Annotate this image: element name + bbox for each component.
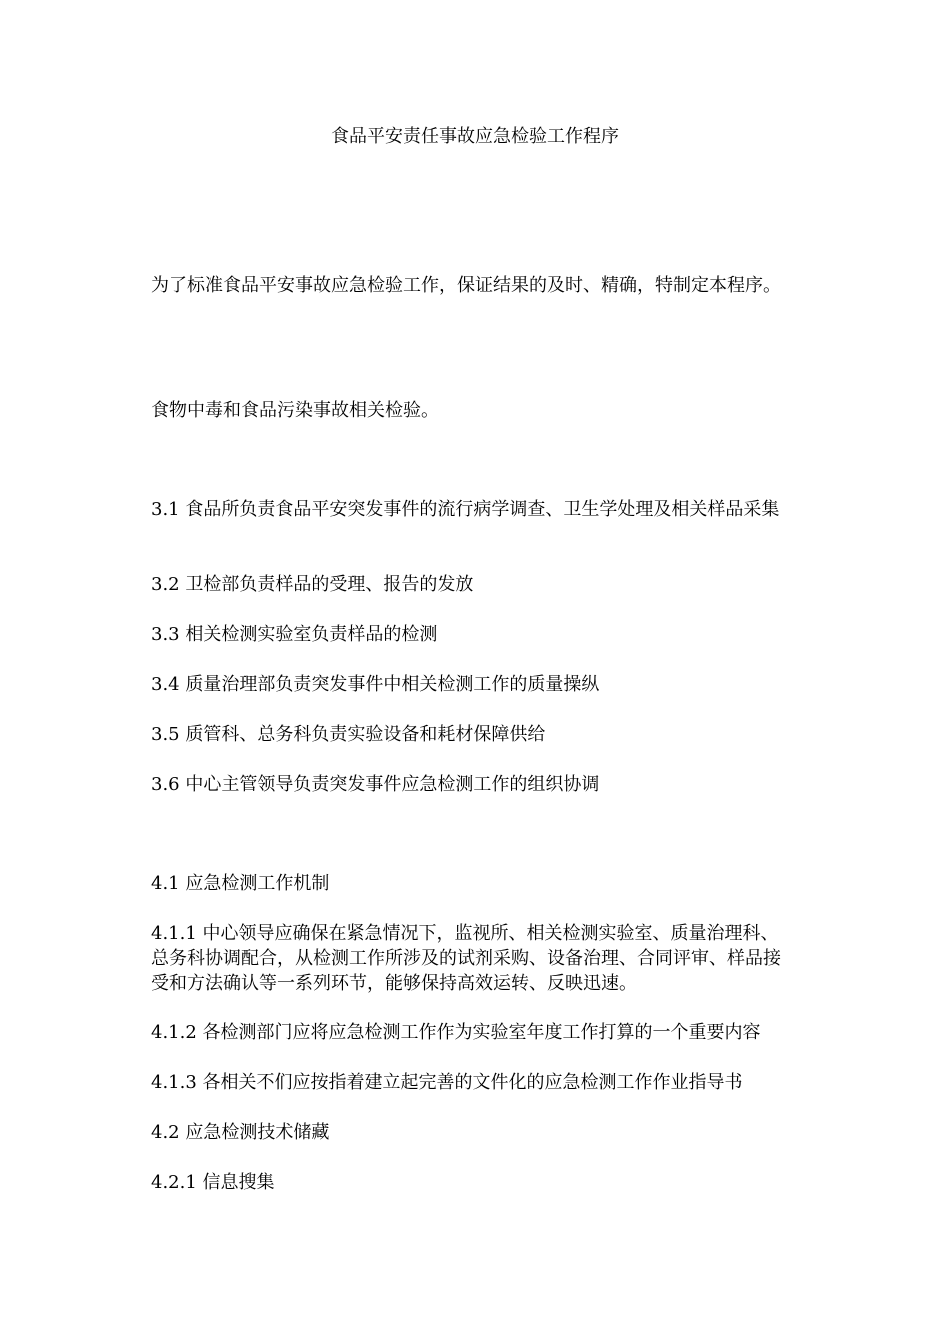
responsibility-3-1: 3.1 食品所负责食品平安突发事件的流行病学调查、卫生学处理及相关样品采集 [151,499,780,520]
responsibility-3-4: 3.4 质量治理部负责突发事件中相关检测工作的质量操纵 [151,674,600,695]
section-4-1-2: 4.1.2 各检测部门应将应急检测工作作为实验室年度工作打算的一个重要内容 [151,1022,761,1043]
purpose-paragraph: 为了标准食品平安事故应急检验工作，保证结果的及时、精确，特制定本程序。 [151,275,781,296]
document-title: 食品平安责任事故应急检验工作程序 [331,126,619,147]
scope-paragraph: 食物中毒和食品污染事故相关检验。 [151,400,439,421]
responsibility-3-2: 3.2 卫检部负责样品的受理、报告的发放 [151,574,474,595]
section-4-1-heading: 4.1 应急检测工作机制 [151,873,330,894]
section-4-2-1: 4.2.1 信息搜集 [151,1172,275,1193]
section-4-1-1: 4.1.1 中心领导应确保在紧急情况下，监视所、相关检测实验室、质量治理科、总务科协调配合，从检测工作所涉及的试剂采购、设备治理、合同评审、样品接受和方法确认等一系列环节，能够保持高效运转、反映迅速。 [151,923,781,994]
responsibility-3-3: 3.3 相关检测实验室负责样品的检测 [151,624,438,645]
responsibility-3-5: 3.5 质管科、总务科负责实验设备和耗材保障供给 [151,724,546,745]
responsibility-3-6: 3.6 中心主管领导负责突发事件应急检测工作的组织协调 [151,774,600,795]
section-4-1-3: 4.1.3 各相关不们应按指着建立起完善的文件化的应急检测工作作业指导书 [151,1072,743,1093]
section-4-2-heading: 4.2 应急检测技术储藏 [151,1122,330,1143]
